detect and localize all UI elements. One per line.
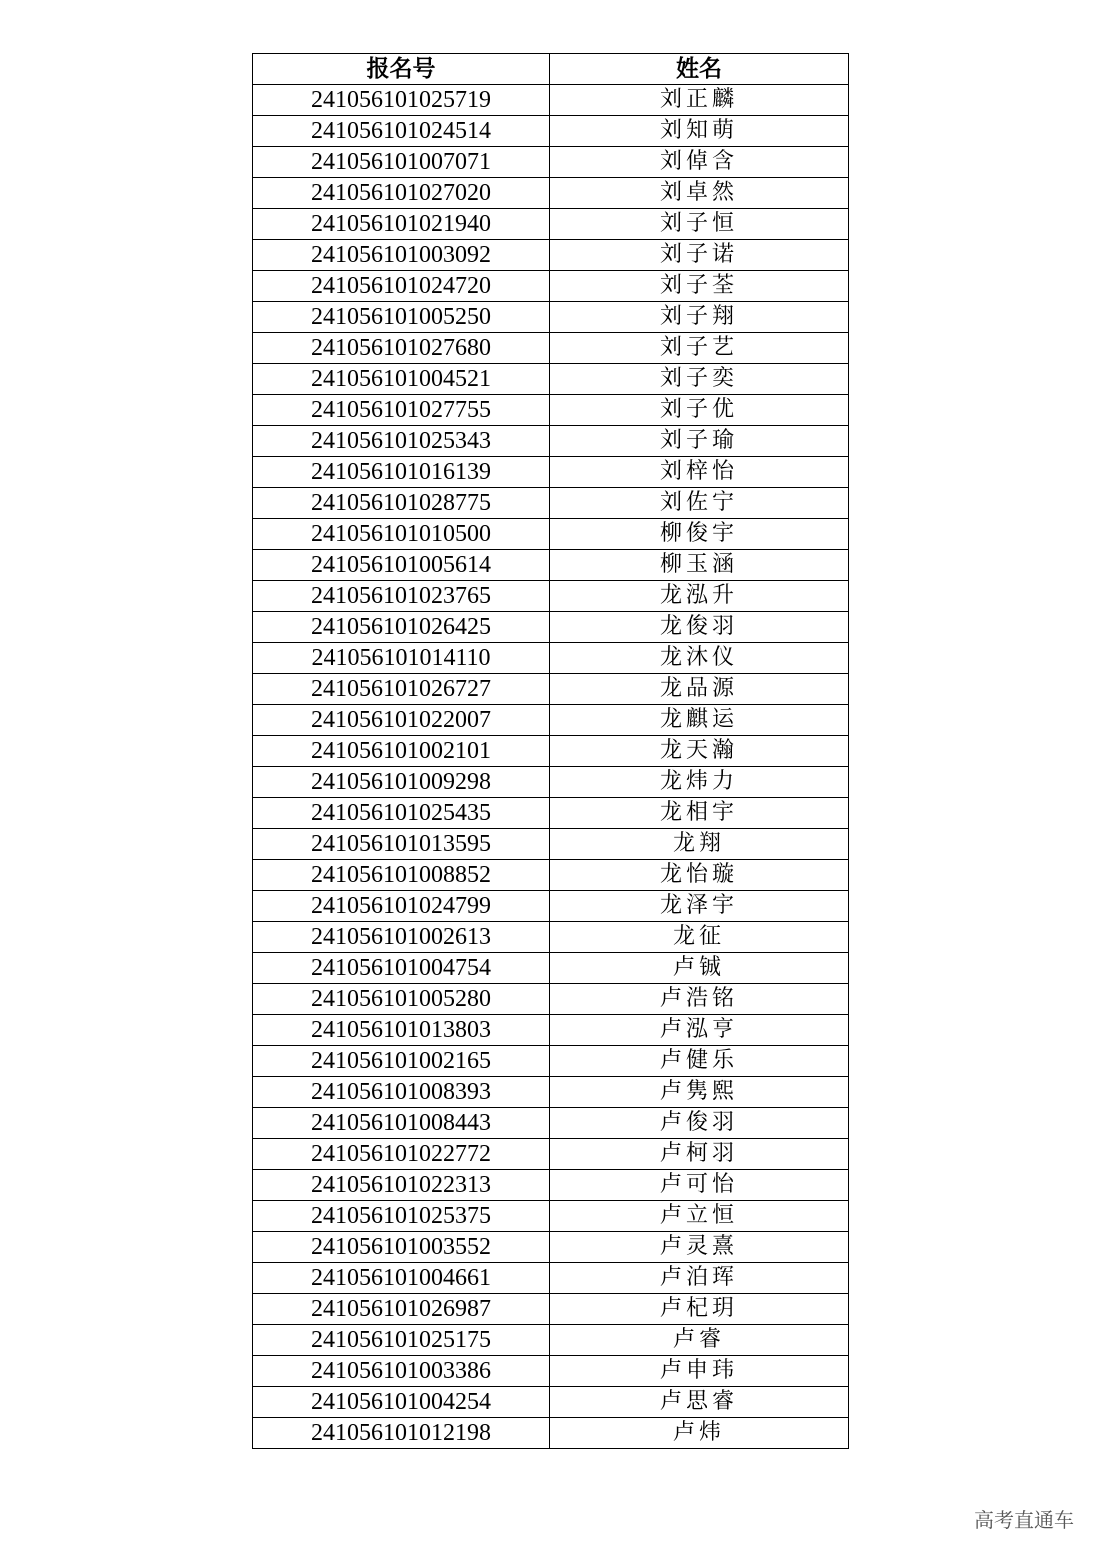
name-cell: 龙俊羽 — [550, 612, 849, 643]
table-row — [253, 1294, 849, 1325]
registration-number-cell: 241056101027680 — [253, 333, 550, 364]
name-cell: 刘子荃 — [550, 271, 849, 302]
registration-number-cell: 241056101025343 — [253, 426, 550, 457]
name-cell: 卢泊珲 — [550, 1263, 849, 1294]
name-cell: 卢柯羽 — [550, 1139, 849, 1170]
table-row — [253, 1356, 849, 1387]
table-row — [253, 550, 849, 581]
table-row — [253, 209, 849, 240]
table-row — [253, 1325, 849, 1356]
registration-number-cell: 241056101003386 — [253, 1356, 550, 1387]
table-row — [253, 705, 849, 736]
table-row — [253, 1139, 849, 1170]
table-row — [253, 426, 849, 457]
table-row — [253, 1015, 849, 1046]
name-cell: 卢俊羽 — [550, 1108, 849, 1139]
registration-number-cell: 241056101026727 — [253, 674, 550, 705]
table-row — [253, 457, 849, 488]
table-row — [253, 798, 849, 829]
table-row — [253, 488, 849, 519]
registration-number-cell: 241056101004661 — [253, 1263, 550, 1294]
name-cell: 刘子优 — [550, 395, 849, 426]
table-row — [253, 953, 849, 984]
table-row — [253, 85, 849, 116]
registration-number-cell: 241056101014110 — [253, 643, 550, 674]
table-row — [253, 178, 849, 209]
registration-number-cell: 241056101026425 — [253, 612, 550, 643]
name-cell: 龙品源 — [550, 674, 849, 705]
table-row — [253, 240, 849, 271]
name-cell: 刘倬含 — [550, 147, 849, 178]
registration-number-cell: 241056101024799 — [253, 891, 550, 922]
table-row — [253, 1201, 849, 1232]
name-cell: 刘子瑜 — [550, 426, 849, 457]
name-cell: 卢泓亨 — [550, 1015, 849, 1046]
name-cell: 龙怡璇 — [550, 860, 849, 891]
registration-number-cell: 241056101004254 — [253, 1387, 550, 1418]
registration-number-cell: 241056101008393 — [253, 1077, 550, 1108]
registration-number-cell: 241056101004754 — [253, 953, 550, 984]
name-cell: 龙翔 — [550, 829, 849, 860]
table-row — [253, 829, 849, 860]
name-cell: 柳玉涵 — [550, 550, 849, 581]
registration-number-cell: 241056101007071 — [253, 147, 550, 178]
table-row — [253, 1170, 849, 1201]
table-row — [253, 395, 849, 426]
table-row — [253, 860, 849, 891]
table-row — [253, 643, 849, 674]
roster-table — [252, 53, 849, 1449]
registration-number-cell: 241056101003092 — [253, 240, 550, 271]
watermark: 高考直通车 — [974, 1508, 1074, 1532]
table-row — [253, 364, 849, 395]
table-row — [253, 519, 849, 550]
registration-number-cell: 241056101023765 — [253, 581, 550, 612]
name-cell: 龙征 — [550, 922, 849, 953]
name-cell: 卢立恒 — [550, 1201, 849, 1232]
name-cell: 卢睿 — [550, 1325, 849, 1356]
registration-number-cell: 241056101027020 — [253, 178, 550, 209]
name-cell: 卢铖 — [550, 953, 849, 984]
registration-number-cell: 241056101026987 — [253, 1294, 550, 1325]
table-row — [253, 736, 849, 767]
registration-number-cell: 241056101025375 — [253, 1201, 550, 1232]
name-cell: 龙相宇 — [550, 798, 849, 829]
table-row — [253, 612, 849, 643]
table-row — [253, 1263, 849, 1294]
registration-number-cell: 241056101022772 — [253, 1139, 550, 1170]
name-cell: 刘知萌 — [550, 116, 849, 147]
registration-number-cell: 241056101013595 — [253, 829, 550, 860]
registration-number-cell: 241056101024514 — [253, 116, 550, 147]
registration-number-cell: 241056101002613 — [253, 922, 550, 953]
header-row — [253, 54, 849, 85]
registration-number-cell: 241056101013803 — [253, 1015, 550, 1046]
name-cell: 龙泽宇 — [550, 891, 849, 922]
table-body — [253, 85, 849, 1449]
table-row — [253, 271, 849, 302]
table-row — [253, 1387, 849, 1418]
name-cell: 刘子翔 — [550, 302, 849, 333]
column-header-name: 姓名 — [550, 54, 849, 85]
table-row — [253, 1232, 849, 1263]
table-row — [253, 147, 849, 178]
table-row — [253, 891, 849, 922]
name-cell: 刘子诺 — [550, 240, 849, 271]
registration-number-cell: 241056101005250 — [253, 302, 550, 333]
registration-number-cell: 241056101005280 — [253, 984, 550, 1015]
table-row — [253, 767, 849, 798]
registration-number-cell: 241056101012198 — [253, 1418, 550, 1449]
registration-number-cell: 241056101002101 — [253, 736, 550, 767]
name-cell: 刘卓然 — [550, 178, 849, 209]
name-cell: 卢杞玥 — [550, 1294, 849, 1325]
registration-number-cell: 241056101022313 — [253, 1170, 550, 1201]
name-cell: 刘佐宁 — [550, 488, 849, 519]
table-row — [253, 581, 849, 612]
table-row — [253, 1046, 849, 1077]
registration-number-cell: 241056101028775 — [253, 488, 550, 519]
name-cell: 龙沐仪 — [550, 643, 849, 674]
registration-number-cell: 241056101008852 — [253, 860, 550, 891]
registration-number-cell: 241056101005614 — [253, 550, 550, 581]
column-header-registration-number: 报名号 — [253, 54, 550, 85]
registration-number-cell: 241056101010500 — [253, 519, 550, 550]
registration-number-cell: 241056101022007 — [253, 705, 550, 736]
registration-number-cell: 241056101003552 — [253, 1232, 550, 1263]
registration-number-cell: 241056101002165 — [253, 1046, 550, 1077]
registration-number-cell: 241056101004521 — [253, 364, 550, 395]
name-cell: 卢思睿 — [550, 1387, 849, 1418]
table-row — [253, 333, 849, 364]
name-cell: 刘子奕 — [550, 364, 849, 395]
name-cell: 龙炜力 — [550, 767, 849, 798]
name-cell: 卢可怡 — [550, 1170, 849, 1201]
table-row — [253, 1418, 849, 1449]
name-cell: 卢隽熙 — [550, 1077, 849, 1108]
registration-number-cell: 241056101025175 — [253, 1325, 550, 1356]
registration-number-cell: 241056101024720 — [253, 271, 550, 302]
name-cell: 卢炜 — [550, 1418, 849, 1449]
registration-number-cell: 241056101009298 — [253, 767, 550, 798]
table-row — [253, 302, 849, 333]
table-row — [253, 1077, 849, 1108]
registration-number-cell: 241056101027755 — [253, 395, 550, 426]
name-cell: 卢浩铭 — [550, 984, 849, 1015]
registration-number-cell: 241056101008443 — [253, 1108, 550, 1139]
table-row — [253, 1108, 849, 1139]
name-cell: 卢健乐 — [550, 1046, 849, 1077]
name-cell: 卢申玮 — [550, 1356, 849, 1387]
name-cell: 龙天瀚 — [550, 736, 849, 767]
name-cell: 龙麒运 — [550, 705, 849, 736]
table-row — [253, 922, 849, 953]
registration-number-cell: 241056101016139 — [253, 457, 550, 488]
registration-number-cell: 241056101025435 — [253, 798, 550, 829]
name-cell: 柳俊宇 — [550, 519, 849, 550]
registration-number-cell: 241056101025719 — [253, 85, 550, 116]
table-row — [253, 984, 849, 1015]
name-cell: 刘子恒 — [550, 209, 849, 240]
name-cell: 刘子艺 — [550, 333, 849, 364]
name-cell: 龙泓升 — [550, 581, 849, 612]
table-header — [253, 54, 849, 85]
table-row — [253, 116, 849, 147]
table-row — [253, 674, 849, 705]
name-cell: 刘正麟 — [550, 85, 849, 116]
registration-number-cell: 241056101021940 — [253, 209, 550, 240]
name-cell: 刘梓怡 — [550, 457, 849, 488]
name-cell: 卢灵熹 — [550, 1232, 849, 1263]
